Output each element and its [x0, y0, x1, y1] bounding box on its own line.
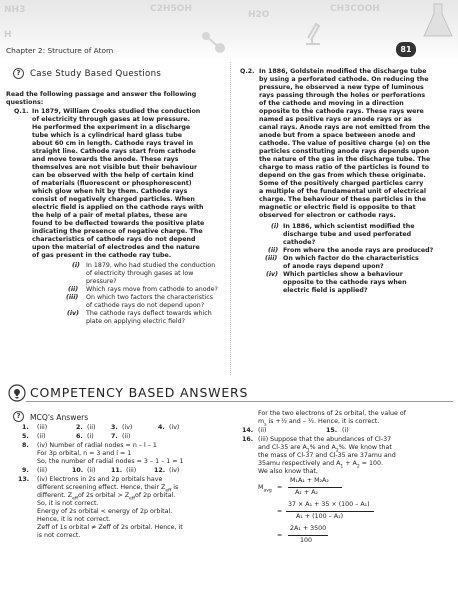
answer-value: (ii) — [122, 433, 131, 440]
answer-number: 12. — [154, 467, 166, 474]
q1-line: of electricity through gases at low pressure. — [32, 116, 191, 124]
q1-line: In 1879, William Crooks studied the conduction — [32, 108, 201, 115]
answer-number: 13. — [18, 476, 30, 483]
answer-value: (iv) — [122, 424, 133, 431]
answer-number: 2. — [76, 424, 83, 431]
answer-line: Zeff of 1s orbital ≠ Zeff of 2s orbital. Hence, it — [37, 524, 183, 531]
header-decor-1: NH3 — [4, 5, 26, 15]
answer-number: 8. — [22, 442, 29, 449]
q2-line: a multiple of the fundamental unit of electrical — [259, 188, 426, 196]
q2-part-ii — [283, 247, 433, 255]
answer-line: is not correct. — [37, 532, 81, 539]
q1-part-label: (iii) — [66, 294, 79, 301]
answer-line: So, the number of radial nodes = 3 – 1 – 1 = 1 — [37, 458, 184, 466]
q1-line: the help of a pair of metal plates, these are — [32, 212, 188, 220]
competency-title: COMPETENCY BASED ANSWERS — [30, 385, 249, 400]
answer-8 — [37, 442, 184, 466]
q1-line: tube which is a cylindrical hard glass tube — [32, 132, 183, 140]
q1-line: consist of negatively charged particles. When — [32, 196, 195, 204]
q1-line: themselves are not visible but their behaviour — [32, 164, 198, 172]
answer-value: (ii) — [87, 424, 96, 431]
answer-line: So, it is not correct. — [37, 500, 99, 507]
answer-value: (ii) — [37, 433, 46, 440]
answer-number: 6. — [76, 433, 83, 440]
answer-number: 5. — [22, 433, 29, 440]
q2-part-label: (ii) — [268, 247, 279, 254]
q2-line: of the cathode and moving in a direction — [259, 100, 404, 108]
q1-part-line: On which two factors the characteristics — [86, 294, 213, 301]
q2-line: opposite to the cathode rays. These rays were — [259, 108, 424, 116]
q2-line: canal rays. Anode rays are not emitted from the — [259, 124, 431, 132]
q1-part-iii — [86, 294, 213, 310]
answer-value: (iii) — [37, 467, 48, 474]
answer-line: (iii) Suppose that the abundances of Cl-37 — [258, 436, 392, 443]
mcq-answers-title: MCQ's Answers — [30, 413, 89, 422]
q1-part-iv — [86, 310, 212, 326]
q2-label: Q.2. — [240, 68, 255, 75]
microscope-icon — [300, 18, 324, 48]
fraction-bar — [288, 535, 328, 536]
q1-part-line: The cathode rays deflect towards which — [86, 310, 212, 317]
header-decor-3: H2O — [248, 10, 270, 20]
q2-line: pressure, he observed a new type of luminous — [259, 84, 424, 92]
intro-line-1: Read the following passage and answer the following — [6, 91, 197, 98]
lightbulb-icon — [8, 384, 26, 402]
q1-line: straight line. Cathode rays start from cathode — [32, 148, 196, 156]
lightbulb-icon: ? — [13, 68, 24, 79]
answer-line-ms: $m_s$ is +½ and – ½. Hence, it is correct. — [258, 418, 380, 428]
q2-part-i — [283, 223, 414, 247]
answer-line-16b: and Cl-35 are $A_1\%$ and $A_2\%$. We know that — [258, 444, 392, 454]
q2-line: by using a perforated cathode. On reducing the — [259, 76, 429, 84]
formula-equals: = — [277, 508, 283, 515]
q1-label: Q.1. — [14, 108, 29, 115]
fraction-bar — [286, 511, 374, 512]
column-divider — [230, 62, 231, 375]
answer-line: We also know that, — [258, 468, 318, 475]
q2-part-label: (i) — [271, 223, 279, 230]
q2-line: In 1886, Goldstein modified the discharge tube — [259, 68, 427, 75]
header-decor-4: CH3COOH — [330, 4, 380, 14]
molecule-icon — [198, 28, 228, 58]
q2-part-iii — [283, 255, 419, 271]
q2-part-label: (iv) — [266, 271, 279, 278]
q1-part-label: (iv) — [67, 310, 80, 317]
q1-line: can be observed with the help of certain kind — [32, 172, 194, 180]
header-decor-5: H — [4, 30, 12, 40]
q2-part-line: On which factor do the characteristics — [283, 255, 419, 262]
answer-value: (i) — [342, 427, 349, 434]
answer-line: the mass of Cl-37 and Cl-35 are 37amu and — [258, 452, 396, 459]
chapter-title: Chapter 2: Structure of Atom — [6, 46, 114, 55]
q2-line: observed for electron or cathode rays. — [259, 212, 396, 220]
q2-passage — [259, 68, 430, 220]
q1-part-label: (ii) — [68, 286, 79, 293]
page-number: 81 — [396, 42, 416, 57]
q2-part-line: of anode rays depend upon? — [283, 263, 384, 271]
q1-part-line: pressure? — [86, 278, 117, 286]
q2-line: Some of the positively charged particles carry — [259, 180, 424, 188]
answer-number: 3. — [111, 424, 118, 431]
q2-line: the nature of the gas in the discharge tube. The — [259, 156, 431, 164]
q2-part-line: opposite to the cathode rays when — [283, 279, 407, 287]
q2-line: anode but from a space between anode and — [259, 132, 416, 140]
q2-line: particles constituting anode rays depends upon — [259, 148, 429, 156]
q2-line: charge. The behaviour of these particles in the — [259, 196, 427, 204]
answer-line-13b: different screening effect. Hence, their $Z_{eff}$ is — [37, 484, 179, 494]
q1-line: electric field is applied on the cathode rays with — [32, 204, 204, 212]
formula-mavg: $M_{avg}$ — [258, 484, 272, 494]
q1-passage — [32, 108, 204, 260]
answer-number: 11. — [111, 467, 123, 474]
header-decor-2: C2H5OH — [150, 4, 192, 14]
formula-equals: = — [277, 484, 283, 491]
answer-line: For the two electrons of 2s orbital, the value of — [258, 410, 406, 417]
intro-line-2: questions: — [6, 99, 44, 106]
q1-part-line: Which rays move from cathode to anode? — [86, 286, 218, 293]
answer-number: 7. — [111, 433, 118, 440]
q1-line: upon the material of electrodes and the nature — [32, 244, 200, 252]
lightbulb-icon: ? — [13, 411, 24, 422]
answer-line: For 3p orbital, n = 3 and l = 1 — [37, 450, 132, 458]
fraction-bar — [288, 487, 342, 488]
q1-part-ii — [86, 286, 218, 294]
q1-part-line: In 1879, who had studied the conduction — [86, 262, 216, 269]
answer-number: 9. — [22, 467, 29, 474]
q2-line: depend on the gas from which these originate. — [259, 172, 426, 180]
answer-value: (i) — [87, 433, 94, 440]
q1-line: about 60 cm in length. Cathode rays travel in — [32, 140, 194, 148]
q1-line: found to be deflected towards the positive plate — [32, 220, 205, 228]
q1-part-line: of electricity through gases at low — [86, 270, 194, 278]
answer-line: (iv) Electrons in 2s and 2p orbitals have — [37, 476, 163, 483]
answer-value: (iv) — [169, 424, 180, 431]
formula-numerator-3: 2A₁ + 3500 — [290, 525, 327, 532]
q2-part-label: (iii) — [265, 255, 278, 262]
q2-part-iv — [283, 271, 407, 295]
case-study-title: Case Study Based Questions — [30, 69, 162, 79]
formula-equals: = — [277, 532, 283, 539]
formula-denominator-1: A₁ + A₂ — [295, 489, 318, 496]
q1-part-label: (i) — [72, 262, 80, 269]
q1-line: of materials (fluorescent or phosphorescent) — [32, 180, 192, 188]
section-divider — [26, 401, 453, 402]
answer-number: 10. — [72, 467, 84, 474]
q2-part-line: discharge tube and used perforated — [283, 231, 412, 239]
answer-number: 4. — [158, 424, 165, 431]
answer-number: 16. — [242, 436, 254, 443]
q2-part-line: cathode? — [283, 239, 316, 247]
q2-part-line: From where the anode rays are produced? — [283, 247, 434, 254]
q2-part-line: In 1886, which scientist modified the — [283, 223, 415, 230]
formula-denominator-2: A₁ + (100 – A₁) — [296, 513, 344, 520]
q1-line: characteristics of cathode rays do not depend — [32, 236, 196, 244]
answer-number: 14. — [242, 427, 254, 434]
answer-value: (iii) — [126, 467, 137, 474]
formula-denominator-3: 100 — [300, 537, 313, 544]
q1-line: which glow when hit by them. Cathode rays — [32, 188, 188, 196]
answer-number: 1. — [22, 424, 29, 431]
answer-line-13c: different. $Z_{eff}of$ 2s orbital > $Z_{eff}of$ 2p orbital. — [37, 492, 176, 502]
q1-part-i — [86, 262, 215, 286]
answer-value: (iv) — [169, 467, 180, 474]
answer-value: (ii) — [258, 427, 267, 434]
answer-line: (iv) Number of radial nodes = n – l – 1 — [37, 442, 157, 449]
q2-line: named as positive rays or anode rays or as — [259, 116, 412, 124]
q2-line: cathode. The value of positive charge (e) on the — [259, 140, 431, 148]
q2-part-line: Which particles show a behaviour — [283, 271, 403, 278]
q2-part-line: electric field is applied? — [283, 287, 368, 295]
q2-line: charge to mass ratio of the particles is found to — [259, 164, 430, 172]
q2-line: magnetic or electric field is opposite to that — [259, 204, 416, 212]
q2-line: rays passing through the holes or perforations — [259, 92, 426, 100]
q1-line: indicating the presence of negative charge. The — [32, 228, 203, 236]
answer-line-16d: 35amu respectively and $A_1 + A_2 = 100$. — [258, 460, 384, 470]
flask-icon — [420, 2, 456, 42]
answer-line: Hence, it is not correct. — [37, 516, 111, 523]
answer-line: Energy of 2s orbital < energy of 2p orbital. — [37, 508, 173, 515]
answer-value: (iii) — [37, 424, 48, 431]
q1-part-line: of cathode rays do not depend upon? — [86, 302, 205, 310]
formula-numerator-2: 37 × A₁ + 35 × (100 – A₁) — [288, 501, 370, 508]
answer-number: 15. — [326, 427, 338, 434]
formula-numerator-1: M₁A₁ + M₂A₂ — [290, 477, 329, 484]
answer-value: (ii) — [87, 467, 96, 474]
q1-line: of gas present in the cathode ray tube. — [32, 252, 172, 260]
q1-line: He performed the experiment in a discharge — [32, 124, 191, 132]
q1-part-line: plate on applying electric field? — [86, 318, 186, 326]
q1-line: and move towards the anode. These rays — [32, 156, 179, 164]
